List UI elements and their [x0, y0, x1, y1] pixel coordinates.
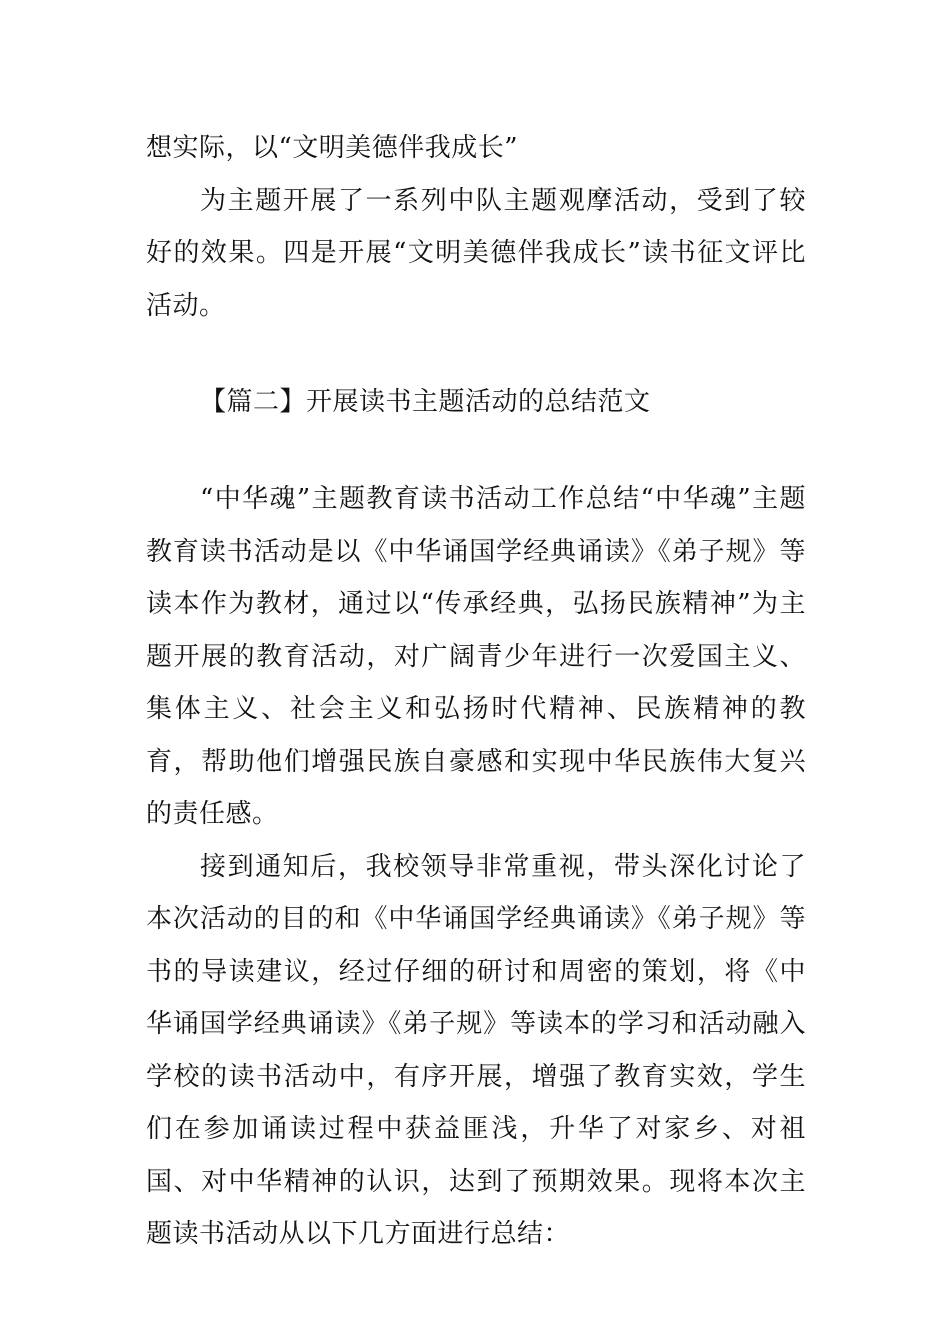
body-section	[146, 473, 806, 1261]
paragraph-school-response: 接到通知后，我校领导非常重视，带头深化讨论了本次活动的目的和《中华诵国学经典诵读》《弟子规》等书的导读建议，经过仔细的研讨和周密的策划，将《中华诵国学经典诵读》《弟子规》等读本的学习和活动融入学校的读书活动中，有序开展，增强了教育实效，学生们在参加诵读过程中获益匪浅，升华了对家乡、对祖国、对中华精神的认识，达到了预期效果。现将本次主题读书活动从以下几方面进行总结：	[146, 851, 806, 1249]
carryover-line: 想实际，以“文明美德伴我成长”	[146, 133, 519, 163]
opening-section	[146, 122, 806, 332]
paragraph-zhonghuahun: “中华魂”主题教育读书活动工作总结“中华魂”主题教育读书活动是以《中华诵国学经典诵读》《弟子规》等读本作为教材，通过以“传承经典，弘扬民族精神”为主题开展的教育活动，对广阔青少年进行一次爱国主义、集体主义、社会主义和弘扬时代精神、民族精神的教育，帮助他们增强民族自豪感和实现中华民族伟大复兴的责任感。	[146, 484, 806, 829]
section-heading-block	[146, 376, 806, 429]
paragraph-activities: 为主题开展了一系列中队主题观摩活动，受到了较好的效果。四是开展“文明美德伴我成长”读书征文评比活动。	[146, 185, 806, 321]
section-heading: 【篇二】开展读书主题活动的总结范文	[200, 387, 651, 417]
